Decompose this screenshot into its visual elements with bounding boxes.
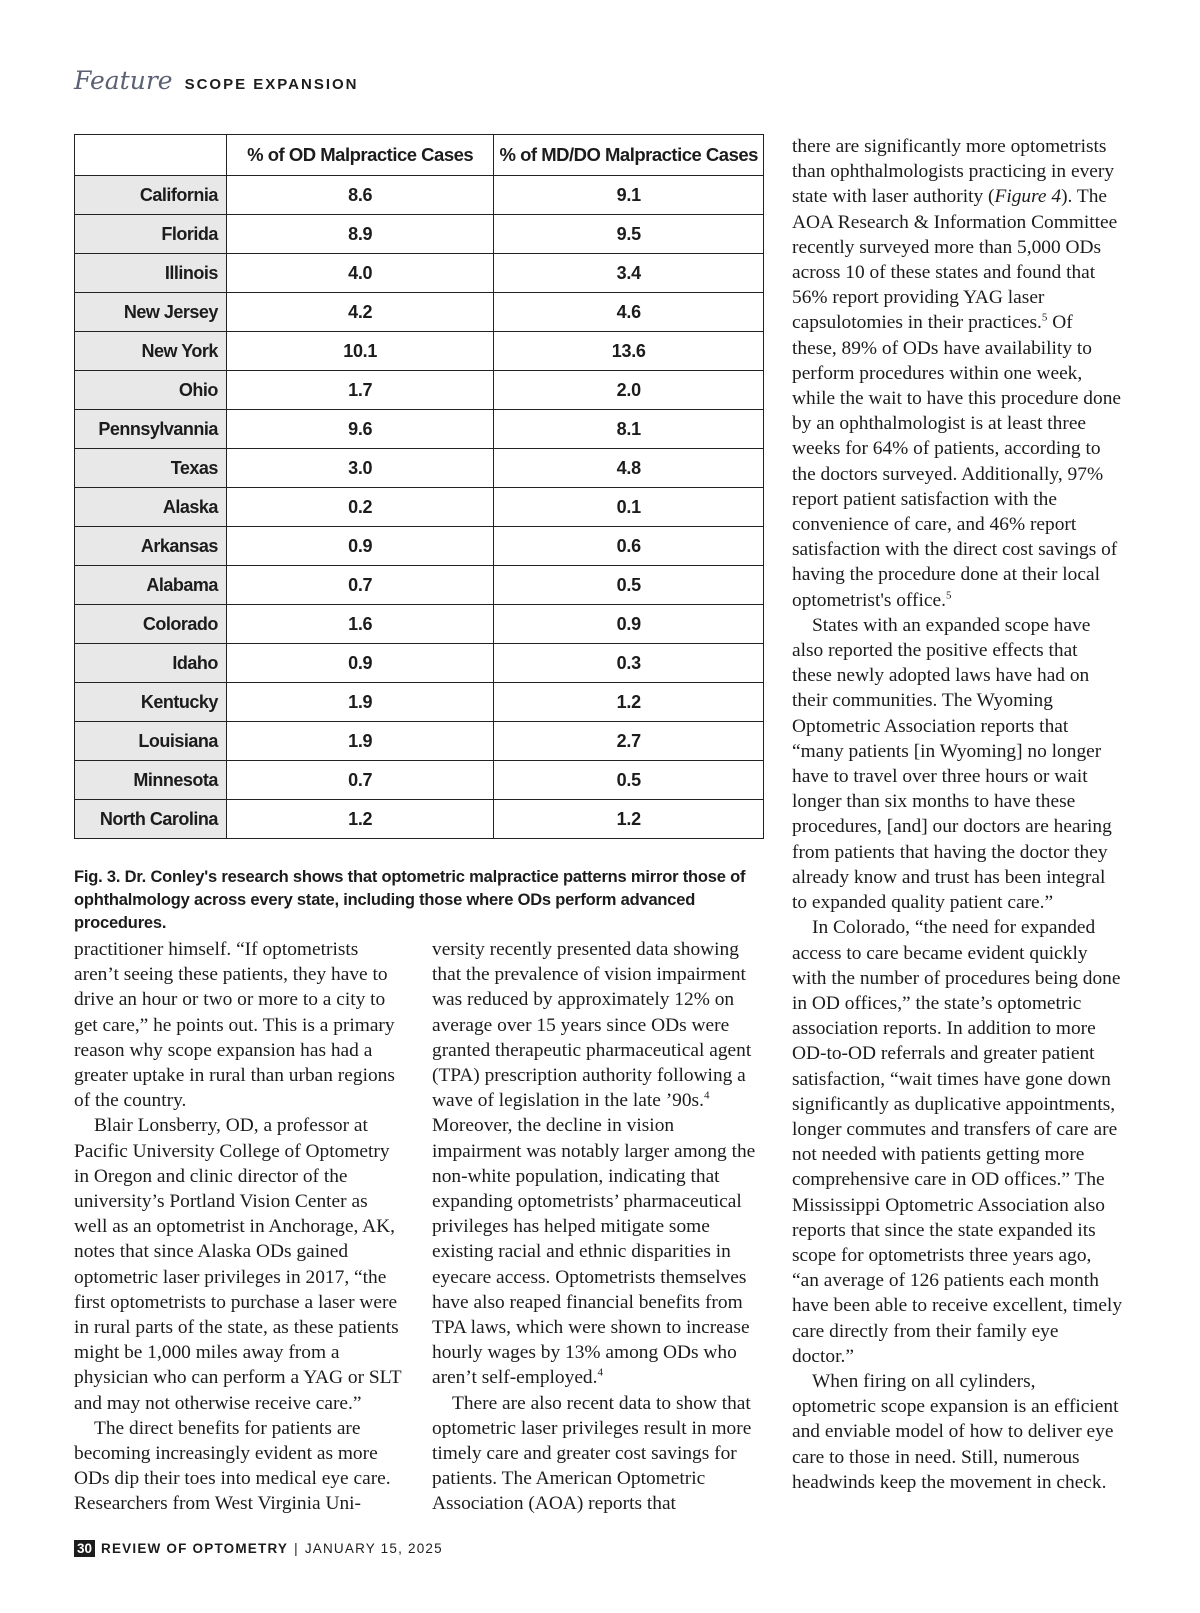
paragraph: States with an expanded scope have also reported the positive effects that these newly adopted laws have had on their communities. The Wyoming Optometric Association reports that “many patients [in Wyoming] no longer have to travel over three hours or wait longer than six months to have these procedures, [and] our doctors are hearing from patients that having the doctor they already know and trust has been integral to expanded quality patient care.” bbox=[792, 614, 1112, 914]
state-name-cell: New Jersey bbox=[75, 293, 227, 332]
article-column-3 bbox=[792, 134, 1122, 1495]
publication-name: REVIEW OF OPTOMETRY bbox=[101, 1541, 289, 1556]
md-value-cell: 0.6 bbox=[494, 527, 764, 566]
figure-reference: Figure 4 bbox=[994, 186, 1062, 208]
md-value-cell: 0.3 bbox=[494, 644, 764, 683]
paragraph: Blair Lonsberry, OD, a professor at Pacific University College of Optometry in Oregon and clinic director of the university’s Portland Vision Center as well as an optometrist in Anchorage, AK, notes that since Alaska ODs gained optometric laser privileges in 2017, “the first optometrists to purchase a laser were in rural parts of the state, as these patients might be 1,000 miles away from a physician who can perform a YAG or SLT and may not otherwise receive care.” bbox=[74, 1115, 402, 1414]
reference-marker: 4 bbox=[703, 1089, 710, 1102]
od-value-cell: 0.7 bbox=[226, 566, 494, 605]
table-row bbox=[75, 332, 764, 371]
md-value-cell: 2.7 bbox=[494, 722, 764, 761]
reference-marker: 5 bbox=[1041, 311, 1048, 324]
table-row bbox=[75, 566, 764, 605]
state-name-cell: Illinois bbox=[75, 254, 227, 293]
md-value-cell: 9.1 bbox=[494, 176, 764, 215]
md-value-cell: 4.6 bbox=[494, 293, 764, 332]
od-value-cell: 8.6 bbox=[226, 176, 494, 215]
table-row bbox=[75, 683, 764, 722]
od-value-cell: 0.9 bbox=[226, 527, 494, 566]
md-value-cell: 3.4 bbox=[494, 254, 764, 293]
feature-label: Feature bbox=[74, 66, 173, 95]
column-header-md: % of MD/DO Malpractice Cases bbox=[494, 135, 764, 176]
od-value-cell: 1.9 bbox=[226, 683, 494, 722]
state-name-cell: Idaho bbox=[75, 644, 227, 683]
table-row bbox=[75, 644, 764, 683]
od-value-cell: 0.2 bbox=[226, 488, 494, 527]
state-name-cell: North Carolina bbox=[75, 800, 227, 839]
state-name-cell: Louisiana bbox=[75, 722, 227, 761]
md-value-cell: 13.6 bbox=[494, 332, 764, 371]
md-value-cell: 2.0 bbox=[494, 371, 764, 410]
md-value-cell: 0.9 bbox=[494, 605, 764, 644]
state-name-cell: California bbox=[75, 176, 227, 215]
od-value-cell: 1.9 bbox=[226, 722, 494, 761]
md-value-cell: 8.1 bbox=[494, 410, 764, 449]
od-value-cell: 0.7 bbox=[226, 761, 494, 800]
od-value-cell: 1.7 bbox=[226, 371, 494, 410]
table-row bbox=[75, 722, 764, 761]
table-row bbox=[75, 176, 764, 215]
state-name-cell: Pennsylvannia bbox=[75, 410, 227, 449]
paragraph: The direct benefits for patients are becoming increasingly evident as more ODs dip their toes into medical eye care. Researchers from West Virginia Uni- bbox=[74, 1417, 391, 1515]
page-header bbox=[74, 66, 359, 106]
od-value-cell: 4.0 bbox=[226, 254, 494, 293]
od-value-cell: 1.2 bbox=[226, 800, 494, 839]
state-name-cell: Kentucky bbox=[75, 683, 227, 722]
state-name-cell: Texas bbox=[75, 449, 227, 488]
paragraph: There are also recent data to show that optometric laser privileges result in more timely care and greater cost savings for patients. The American Optometric Association (AOA) reports that bbox=[432, 1392, 752, 1515]
issue-date: JANUARY 15, 2025 bbox=[304, 1541, 443, 1556]
state-name-cell: New York bbox=[75, 332, 227, 371]
table-row bbox=[75, 371, 764, 410]
od-value-cell: 0.9 bbox=[226, 644, 494, 683]
md-value-cell: 0.5 bbox=[494, 761, 764, 800]
state-name-cell: Florida bbox=[75, 215, 227, 254]
od-value-cell: 10.1 bbox=[226, 332, 494, 371]
od-value-cell: 9.6 bbox=[226, 410, 494, 449]
page-number: 30 bbox=[74, 1540, 95, 1557]
md-value-cell: 1.2 bbox=[494, 800, 764, 839]
article-column-1 bbox=[74, 937, 404, 1517]
column-header-od: % of OD Malpractice Cases bbox=[226, 135, 494, 176]
md-value-cell: 9.5 bbox=[494, 215, 764, 254]
table-header-row bbox=[75, 135, 764, 176]
state-name-cell: Arkansas bbox=[75, 527, 227, 566]
state-name-cell: Ohio bbox=[75, 371, 227, 410]
section-title: SCOPE EXPANSION bbox=[184, 76, 359, 93]
paragraph: In Colorado, “the need for expanded access to care became evident quickly with the number of procedures being done in OD offices,” the state’s optometric association reports. In addition to more OD-to-OD referrals and greater patient satisfaction, “wait times have gone down significantly as duplicative appointments, longer commutes and transfers of care are not needed with patients getting more comprehensive care in OD offices.” The Mississippi Optometric Association also reports that since the state expanded its scope for optometrists three years ago, “an average of 126 patients each month have been able to receive excellent, timely care directly from their family eye doctor.” bbox=[792, 917, 1123, 1367]
reference-marker: 4 bbox=[597, 1366, 603, 1379]
od-value-cell: 1.6 bbox=[226, 605, 494, 644]
state-name-cell: Colorado bbox=[75, 605, 227, 644]
figure-caption: Fig. 3. Dr. Conley's research shows that optometric malpractice patterns mirror those of ophthalmology across every state, including those where ODs perform advanced procedures. bbox=[74, 868, 746, 932]
table-row bbox=[75, 488, 764, 527]
od-value-cell: 8.9 bbox=[226, 215, 494, 254]
table-row bbox=[75, 410, 764, 449]
md-value-cell: 4.8 bbox=[494, 449, 764, 488]
table-row bbox=[75, 605, 764, 644]
table-row bbox=[75, 800, 764, 839]
md-value-cell: 0.5 bbox=[494, 566, 764, 605]
md-value-cell: 0.1 bbox=[494, 488, 764, 527]
table-row bbox=[75, 761, 764, 800]
paragraph: practitioner himself. “If optometrists aren’t seeing these patients, they have to drive an hour or two or more to a city to get care,” he points out. This is a primary reason why scope expansion has had a greater uptake in rural than urban regions of the country. bbox=[74, 939, 395, 1112]
reference-marker: 5 bbox=[945, 589, 952, 602]
paragraph: there are significantly more optometrists than ophthalmologists practicing in every state with laser authority (Figure 4). The AOA Research & Information Committee recently surveyed more than 5,000 ODs across 10 of these states and found that 56% report providing YAG laser capsulotomies in their practices.$^5$ Of these, 89% of ODs have availability to perform procedures within one week, while the wait to have this procedure done by an ophthalmologist is at least three weeks for 64% of patients, according to the doctors surveyed. Additionally, 97% report patient satisfaction with the convenience of care, and 46% report satisfaction with the direct cost savings of having the procedure done at their local optometrist's office.$^5$ bbox=[792, 136, 1121, 611]
malpractice-table bbox=[74, 134, 764, 839]
table-corner-cell bbox=[75, 135, 227, 176]
table-row bbox=[75, 449, 764, 488]
paragraph: When firing on all cylinders, optometric scope expansion is an efficient and enviable model of how to deliver eye care to those in need. Still, numerous headwinds keep the movement in check. bbox=[792, 1370, 1119, 1493]
paragraph: versity recently presented data showing that the prevalence of vision impairment was reduced by approximately 12% on average over 15 years since ODs were granted therapeutic pharmaceutical agent (TPA) prescription authority following a wave of legislation in the late ’90s.$^4$ Moreover, the decline in vision impairment was notably larger among the non-white population, indicating that expanding optometrists’ pharmaceutical privileges has helped mitigate some existing racial and ethnic disparities in eyecare access. Optometrists themselves have also reaped financial benefits from TPA laws, which were shown to increase hourly wages by 13% among ODs who aren’t self-employed.$^4$ bbox=[432, 939, 756, 1389]
state-name-cell: Minnesota bbox=[75, 761, 227, 800]
footer-separator: | bbox=[294, 1541, 299, 1556]
table-row bbox=[75, 254, 764, 293]
od-value-cell: 3.0 bbox=[226, 449, 494, 488]
state-name-cell: Alaska bbox=[75, 488, 227, 527]
table-row bbox=[75, 215, 764, 254]
page-footer bbox=[74, 1540, 443, 1557]
table-row bbox=[75, 527, 764, 566]
md-value-cell: 1.2 bbox=[494, 683, 764, 722]
od-value-cell: 4.2 bbox=[226, 293, 494, 332]
table-row bbox=[75, 293, 764, 332]
state-name-cell: Alabama bbox=[75, 566, 227, 605]
article-column-2 bbox=[432, 937, 766, 1517]
